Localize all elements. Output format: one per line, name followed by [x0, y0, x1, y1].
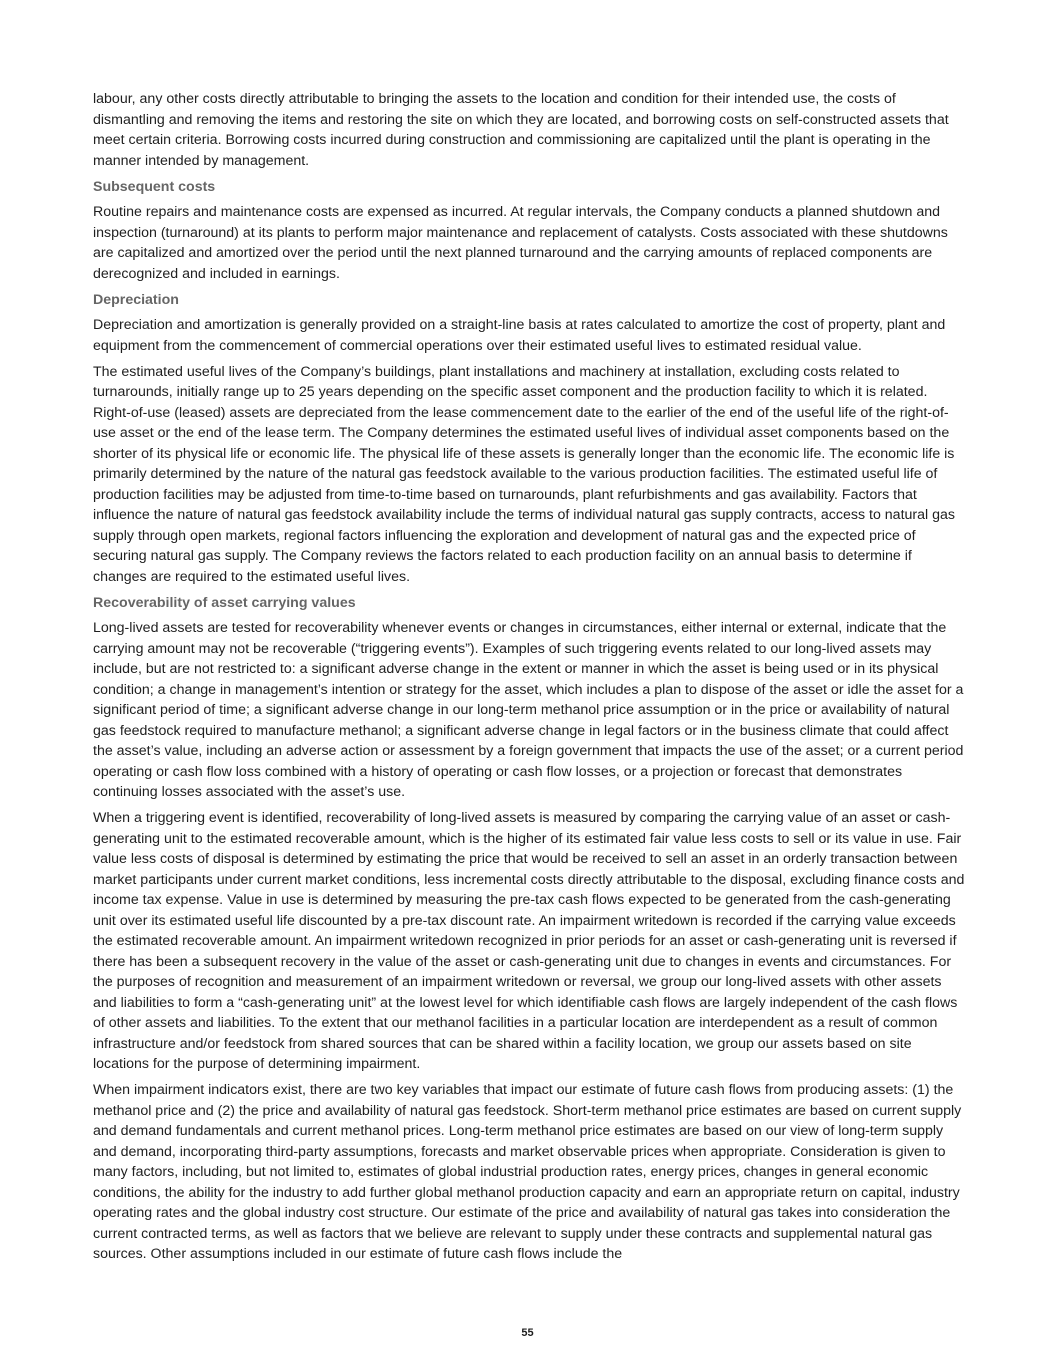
paragraph-triggering-events: Long-lived assets are tested for recoverability whenever events or changes in circumstances, either internal or external, indicate that the carrying amount may not be recoverable (“triggering events”). Examples of such triggering events related to our long-lived assets may include, but are not restricted to: a significant adverse change in the extent or manner in which the asset is being used or in its physical condition; a change in management’s intention or strategy for the asset, which includes a plan to dispose of the asset or idle the asset for a significant period of time; a significant adverse change in our long-term methanol price assumption or in the price or availability of natural gas feedstock required to manufacture methanol; a significant adverse change in legal factors or in the business climate that could affect the asset’s value, including an adverse action or assessment by a foreign government that impacts the use of the asset; or a current period operating or cash flow loss combined with a history of operating or cash flow losses, or a projection or forecast that demonstrates continuing losses associated with the asset’s use.: [93, 620, 964, 800]
page-number: 55: [521, 1327, 534, 1339]
paragraph-subsequent-costs: Routine repairs and maintenance costs are expensed as incurred. At regular intervals, the Company conducts a planned shutdown and inspection (turnaround) at its plants to perform major maintenance and replacement of catalysts. Costs associated with these shutdowns are capitalized and amortized over the period until the next planned turnaround and the carrying amounts of replaced components are derecognized and included in earnings.: [93, 204, 948, 282]
heading-recoverability: Recoverability of asset carrying values: [93, 594, 356, 611]
paragraph-useful-lives: The estimated useful lives of the Company’s buildings, plant installations and machinery at installation, excluding costs related to turnarounds, initially range up to 25 years depending on the specific asset component and the production facility to which it is related. Right-of-use (leased) assets are depreciated from the lease commencement date to the earlier of the end of the useful life of the right-of-use asset or the end of the lease term. The Company determines the estimated useful lives of individual asset components based on the shorter of its physical life or economic life. The physical life of these assets is generally longer than the economic life. The economic life is primarily determined by the nature of the natural gas feedstock available to the various production facilities. The estimated useful life of production facilities may be adjusted from time-to-time based on turnarounds, plant refurbishments and gas availability. Factors that influence the nature of natural gas feedstock availability include the terms of individual natural gas supply contracts, access to natural gas supply through open markets, regional factors influencing the exploration and development of natural gas and the expected price of securing natural gas supply. The Company reviews the factors related to each production facility on an annual basis to determine if changes are required to the estimated useful lives.: [93, 363, 955, 585]
paragraph-capitalized-costs: labour, any other costs directly attributable to bringing the assets to the location and condition for their intended use, the costs of dismantling and removing the items and restoring the site on which they are located, and borrowing costs on self-constructed assets that meet certain criteria. Borrowing costs incurred during construction and commissioning are capitalized until the plant is operating in the manner intended by management.: [93, 91, 949, 169]
paragraph-recoverability-measurement: When a triggering event is identified, recoverability of long-lived assets is measured by comparing the carrying value of an asset or cash-generating unit to the estimated recoverable amount, which is the higher of its estimated fair value less costs to sell or its value in use. Fair value less costs of disposal is determined by estimating the price that would be received to sell an asset in an orderly transaction between market participants under current market conditions, less incremental costs directly attributable to the disposal, excluding finance costs and income tax expense. Value in use is determined by measuring the pre-tax cash flows expected to be generated from the cash-generating unit over its estimated useful life discounted by a pre-tax discount rate. An impairment writedown is recorded if the carrying value exceeds the estimated recoverable amount. An impairment writedown recognized in prior periods for an asset or cash-generating unit is reversed if there has been a subsequent recovery in the value of the asset or cash-generating unit due to changes in events and circumstances. For the purposes of recognition and measurement of an impairment writedown or reversal, we group our long-lived assets with other assets and liabilities to form a “cash-generating unit” at the lowest level for which identifiable cash flows are largely independent of the cash flows of other assets and liabilities. To the extent that our methanol facilities in a particular location are interdependent as a result of common infrastructure and/or feedstock from shared sources that can be shared within a facility location, we group our assets based on site locations for the purpose of determining impairment.: [93, 810, 965, 1072]
heading-depreciation: Depreciation: [93, 291, 179, 308]
paragraph-impairment-variables: When impairment indicators exist, there are two key variables that impact our estimate of future cash flows from producing assets: (1) the methanol price and (2) the price and availability of natural gas feedstock. Short-term methanol price estimates are based on current supply and demand fundamentals and current methanol prices. Long-term methanol price estimates are based on our view of long-term supply and demand, incorporating third-party assumptions, forecasts and market observable prices when appropriate. Consideration is given to many factors, including, but not limited to, estimates of global industrial production rates, energy prices, changes in general economic conditions, the ability for the industry to add further global methanol production capacity and earn an appropriate return on capital, industry operating rates and the global industry cost structure. Our estimate of the price and availability of natural gas takes into consideration the current contracted terms, as well as factors that we believe are relevant to supply under these contracts and supplemental natural gas sources. Other assumptions included in our estimate of future cash flows include the: [93, 1082, 962, 1262]
heading-subsequent-costs: Subsequent costs: [93, 178, 216, 195]
document-body: [93, 89, 965, 1270]
paragraph-depreciation-basis: Depreciation and amortization is generally provided on a straight-line basis at rates calculated to amortize the cost of property, plant and equipment from the commencement of commercial operations over their estimated useful lives to estimated residual value.: [93, 317, 946, 354]
